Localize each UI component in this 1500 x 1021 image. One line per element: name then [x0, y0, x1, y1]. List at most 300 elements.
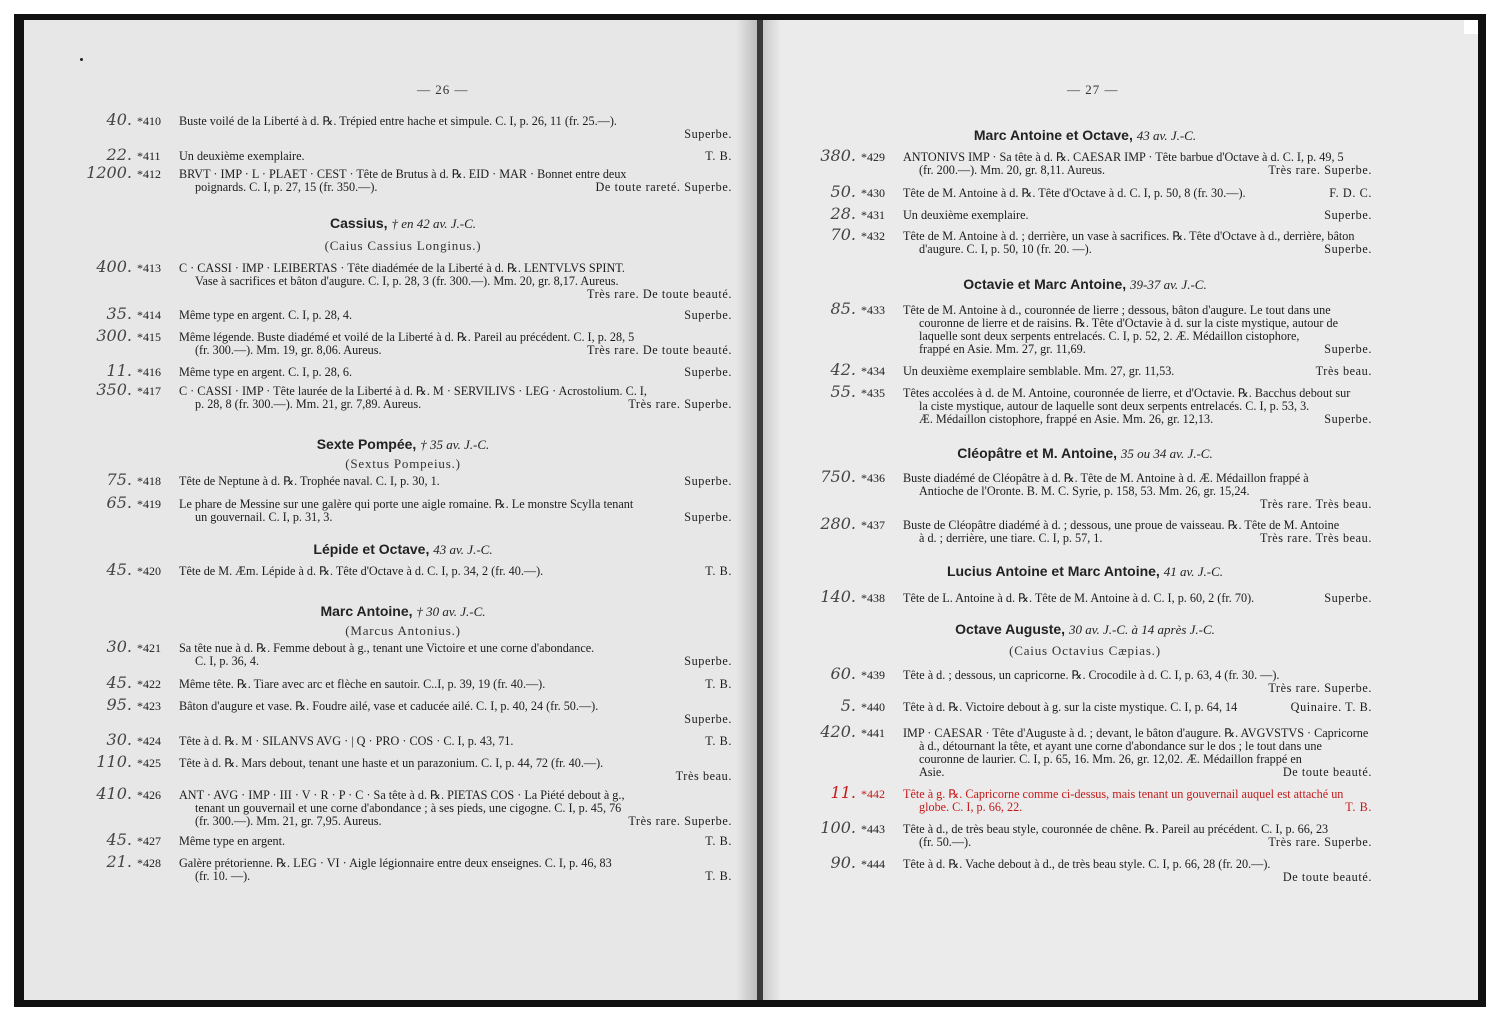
lot-entry — [74, 852, 732, 883]
description-text: Tête à d. ℞. Victoire debout à g. sur la ciste mystique. C. I, p. 64, 14 — [903, 700, 1238, 714]
right-page — [763, 20, 1478, 1000]
description-line — [179, 398, 732, 411]
lot-description — [903, 472, 1372, 511]
lot-number: *414 — [137, 308, 161, 322]
heading-title: Marc Antoine, — [320, 603, 413, 619]
grade-note: Superbe. — [1324, 208, 1372, 222]
description-text: Même type en argent. — [179, 834, 286, 848]
lot-number: *427 — [137, 834, 161, 848]
handwritten-price: 45. — [106, 560, 132, 579]
lot-entry — [74, 695, 732, 726]
description-text: Même tête. ℞. Tiare avec arc et flèche en sautoir. C..I, p. 39, 19 (fr. 40.—). — [179, 677, 546, 691]
lot-entry — [798, 722, 1372, 779]
lot-number: *435 — [861, 386, 885, 400]
description-text: ANT · AVG · IMP · III · V · R · P · C · Sa tête à d. ℞. PIETAS COS · La Piété debout à g., — [179, 788, 625, 802]
description-text: Tête de M. Æm. Lépide à d. ℞. Tête d'Octave à d. C. I, p. 34, 2 (fr. 40.—). — [179, 564, 544, 578]
description-text: Tête à g. ℞. Capricorne comme ci-dessus, mais tenant un gouvernail auquel est attaché un — [903, 787, 1344, 801]
left-page — [24, 20, 757, 1000]
description-line — [903, 209, 1372, 222]
description-text: C · CASSI · IMP · Tête laurée de la Liberté à d. ℞. M · SERVILIVS · LEG · Acrostolium. C. I, — [179, 384, 647, 398]
grade-note: Superbe. — [684, 474, 732, 488]
lot-entry — [74, 784, 732, 828]
lot-entry — [798, 818, 1372, 849]
heading-date: 30 av. J.-C. à 14 après J.-C. — [1068, 622, 1215, 637]
handwritten-price: 1200. — [86, 163, 132, 182]
grade-note: Très rare. Superbe. — [1268, 835, 1372, 849]
heading-date: † 30 av. J.-C. — [416, 604, 486, 619]
handwritten-price: 42. — [830, 360, 856, 379]
description-line — [179, 757, 732, 770]
lot-entry — [74, 752, 732, 783]
section-heading — [798, 276, 1372, 293]
heading-title: Cassius, — [329, 215, 388, 231]
heading-title: Marc Antoine et Octave, — [973, 127, 1133, 143]
handwritten-price: 11. — [830, 783, 856, 802]
lot-description — [903, 187, 1372, 200]
description-line — [179, 150, 732, 163]
grade-note: T. B. — [705, 734, 732, 748]
description-text: Antioche de l'Oronte. B. M. C. Syrie, p. 158, 53. Mm. 26, gr. 15,24. — [919, 484, 1250, 498]
lot-number: *424 — [137, 734, 161, 748]
lot-entry — [74, 470, 732, 489]
lot-description — [903, 788, 1372, 814]
description-text: Tête à d. ℞. Mars debout, tenant une haste et un parazonium. C. I, p. 44, 72 (fr. 40.—). — [179, 756, 604, 770]
description-line — [903, 532, 1372, 545]
section-heading — [798, 127, 1372, 144]
grade-note: Superbe. — [684, 510, 732, 524]
lot-description — [179, 757, 732, 783]
lot-number: *416 — [137, 365, 161, 379]
lot-entry — [798, 360, 1372, 379]
description-text: Tête de L. Antoine à d. ℞. Tête de M. Antoine à d. C. I, p. 60, 2 (fr. 70). — [903, 591, 1255, 605]
description-line — [179, 565, 732, 578]
grade-note: Très rare. Très beau. — [1259, 531, 1372, 545]
description-line — [179, 366, 732, 379]
description-text: IMP · CAESAR · Tête d'Auguste à d. ; devant, le bâton d'augure. ℞. AVGVSTVS · Capricorne — [903, 726, 1369, 740]
description-text: couronne de lierre et de raisins. ℞. Tête d'Octavie à d. sur la ciste mystique, autour de — [919, 316, 1339, 330]
lot-description — [903, 727, 1372, 779]
lot-description — [179, 498, 732, 524]
heading-title: Cléopâtre et M. Antoine, — [957, 445, 1117, 461]
grade-note: Très rare. De toute beauté. — [586, 343, 732, 357]
lot-number: *426 — [137, 788, 161, 802]
lot-entry — [74, 326, 732, 357]
grade-note: De toute beauté. — [1282, 870, 1372, 884]
lot-number: *438 — [861, 591, 885, 605]
lot-entry — [74, 673, 732, 692]
lot-entry — [798, 664, 1372, 695]
description-line — [179, 735, 732, 748]
grade-note: Superbe. — [1324, 412, 1372, 426]
description-text: Æ. Médaillon cistophore, frappé en Asie. Mm. 26, gr. 12,13. — [919, 412, 1214, 426]
lot-entry — [798, 587, 1372, 606]
lot-entry — [798, 146, 1372, 177]
section-heading — [74, 603, 732, 620]
description-text: globe. C. I, p. 66, 22. — [919, 800, 1023, 814]
section-subheading: (Marcus Antonius.) — [345, 623, 461, 638]
lot-number: *430 — [861, 186, 885, 200]
description-line — [179, 857, 732, 870]
lot-entry — [74, 361, 732, 380]
lot-description — [179, 262, 732, 301]
lot-description — [179, 565, 732, 578]
grade-note: Très rare. Très beau. — [1259, 497, 1372, 511]
grade-note: T. B. — [1345, 800, 1372, 814]
handwritten-price: 100. — [820, 818, 856, 837]
description-line — [179, 655, 732, 668]
handwritten-price: 400. — [96, 257, 132, 276]
description-text: Tête de Neptune à d. ℞. Trophée naval. C. I, p. 30, 1. — [179, 474, 440, 488]
heading-date: † 35 av. J.-C. — [420, 437, 490, 452]
description-text: couronne de laurier. C. I, p. 65, 16. Mm. 26, gr. 12,02. Æ. Médaillon frappé en — [919, 752, 1302, 766]
handwritten-price: 280. — [820, 514, 856, 533]
lot-description — [179, 789, 732, 828]
grade-note: De toute rareté. Superbe. — [595, 180, 732, 194]
description-line — [903, 592, 1372, 605]
description-text: à d. ; derrière, une tiare. C. I, p. 57, 1. — [919, 531, 1103, 545]
description-text: Galère prétorienne. ℞. LEG · VI · Aigle légionnaire entre deux enseignes. C. I, p. 46, 83 — [179, 856, 612, 870]
description-line — [179, 700, 732, 713]
description-text: (fr. 200.—). Mm. 20, gr. 8,11. Aureus. — [919, 163, 1106, 177]
handwritten-price: 90. — [830, 853, 856, 872]
lot-description — [179, 857, 732, 883]
handwritten-price: 55. — [830, 382, 856, 401]
heading-date: † en 42 av. J.-C. — [391, 216, 477, 231]
grade-note: Superbe. — [684, 127, 732, 141]
description-line — [179, 181, 732, 194]
handwritten-price: 75. — [106, 470, 132, 489]
description-line — [179, 642, 732, 655]
description-line — [179, 128, 732, 141]
grade-note: Superbe. — [684, 654, 732, 668]
section-heading — [74, 436, 732, 453]
description-line — [179, 815, 732, 828]
grade-note: Très rare. Superbe. — [1268, 163, 1372, 177]
lot-entry — [798, 853, 1372, 884]
description-text: laquelle sont deux serpents entrelacés. C. I, p. 52, 2. Æ. Médaillon cistophore, — [919, 329, 1300, 343]
lot-number: *436 — [861, 471, 885, 485]
description-line — [179, 870, 732, 883]
page-number-26: — 26 — — [417, 82, 469, 97]
lot-description — [903, 858, 1372, 884]
description-text: BRVT · IMP · L · PLAET · CEST · Tête de Brutus à d. ℞. EID · MAR · Bonnet entre deux — [179, 167, 627, 181]
lot-entry — [74, 145, 732, 164]
section-subheading: (Caius Octavius Cæpias.) — [1009, 643, 1161, 658]
description-text: Tête à d. ℞. Vache debout à d., de très beau style. C. I, p. 66, 28 (fr. 20.—). — [903, 857, 1271, 871]
description-line — [903, 365, 1372, 378]
description-text: p. 28, 8 (fr. 300.—). Mm. 21, gr. 7,89. Aureus. — [195, 397, 422, 411]
grade-note: Superbe. — [684, 308, 732, 322]
handwritten-price: 22. — [106, 145, 132, 164]
lot-number: *437 — [861, 518, 885, 532]
grade-note: Superbe. — [1324, 591, 1372, 605]
section-heading — [798, 563, 1372, 580]
lot-number: *428 — [137, 856, 161, 870]
lot-entry — [798, 696, 1372, 715]
grade-note: Très beau. — [675, 769, 732, 783]
grade-note: De toute beauté. — [1282, 765, 1372, 779]
lot-description — [179, 678, 732, 691]
lot-entry — [74, 110, 732, 141]
description-text: Buste voilé de la Liberté à d. ℞. Trépied entre hache et simpule. C. I, p. 26, 11 (fr. 25.—). — [179, 114, 617, 128]
lot-number: *440 — [861, 700, 885, 714]
handwritten-price: 110. — [96, 752, 132, 771]
section-heading — [74, 541, 732, 558]
grade-note: Très rare. Superbe. — [628, 397, 732, 411]
description-text: Têtes accolées à d. de M. Antoine, couronnée de lierre, et d'Octavie. ℞. Bacchus debout sur — [903, 386, 1351, 400]
description-line — [179, 288, 732, 301]
description-text: poignards. C. I, p. 27, 15 (fr. 350.—). — [195, 180, 378, 194]
lot-description — [903, 669, 1372, 695]
description-line — [179, 475, 732, 488]
description-line — [903, 498, 1372, 511]
description-line — [179, 115, 732, 128]
handwritten-price: 5. — [840, 696, 856, 715]
description-text: Même légende. Buste diadémé et voilé de la Liberté à d. ℞. Pareil au précédent. C. I, p. 28, 5 — [179, 330, 635, 344]
description-line — [903, 343, 1372, 356]
lot-description — [903, 365, 1372, 378]
lot-description — [179, 331, 732, 357]
handwritten-price: 35. — [106, 304, 132, 323]
gutter-shadow-right — [763, 20, 781, 1000]
grade-note: Superbe. — [684, 712, 732, 726]
heading-title: Sexte Pompée, — [316, 436, 417, 452]
description-text: tenant un gouvernail et une corne d'abondance ; à ses pieds, une cigogne. C. I, p. 45, 76 — [195, 801, 622, 815]
grade-note: Quinaire. T. B. — [1290, 700, 1372, 714]
description-text: un gouvernail. C. I, p. 31, 3. — [195, 510, 333, 524]
lot-entry — [74, 380, 732, 411]
heading-date: 43 av. J.-C. — [1136, 128, 1197, 143]
heading-title: Octavie et Marc Antoine, — [963, 276, 1127, 292]
heading-date: 43 av. J.-C. — [433, 542, 493, 557]
section-heading — [74, 215, 732, 232]
heading-date: 39-37 av. J.-C. — [1130, 277, 1207, 292]
description-text: la ciste mystique, autour de laquelle sont deux serpents entrelacés. C. I, p. 53, 3. — [919, 399, 1310, 413]
lot-entry — [798, 467, 1372, 511]
section-subheading: (Sextus Pompeius.) — [345, 456, 461, 471]
lot-entry — [798, 182, 1372, 201]
lot-number: *434 — [861, 364, 885, 378]
description-text: Sa tête nue à d. ℞. Femme debout à g., tenant une Victoire et une corne d'abondance. — [179, 641, 595, 655]
page-number-27: — 27 — — [1067, 82, 1119, 97]
lot-entry — [798, 299, 1372, 356]
description-text: Tête de M. Antoine à d. ℞. Tête d'Octave à d. C. I, p. 50, 8 (fr. 30.—). — [903, 186, 1246, 200]
catalogue-spread — [14, 14, 1486, 1007]
description-text: Buste diadémé de Cléopâtre à d. ℞. Tête de M. Antoine à d. Æ. Médaillon frappé à — [903, 471, 1309, 485]
description-text: à d., détournant la tête, et ayant une corne d'abondance sur le dos ; le tout dans une — [919, 739, 1322, 753]
lot-number: *418 — [137, 474, 161, 488]
lot-number: *421 — [137, 641, 161, 655]
lot-number: *442 — [861, 787, 885, 801]
handwritten-price: 21. — [106, 852, 132, 871]
description-line — [179, 835, 732, 848]
description-text: Asie. — [919, 765, 945, 779]
description-line — [903, 871, 1372, 884]
description-text: (fr. 300.—). Mm. 19, gr. 8,06. Aureus. — [195, 343, 382, 357]
lot-number: *439 — [861, 668, 885, 682]
lot-description — [179, 115, 732, 141]
handwritten-price: 30. — [106, 730, 132, 749]
lot-number: *431 — [861, 208, 885, 222]
handwritten-price: 60. — [830, 664, 856, 683]
heading-title: Octave Auguste, — [955, 621, 1066, 637]
handwritten-price: 750. — [820, 467, 856, 486]
description-text: (fr. 50.—). — [919, 835, 972, 849]
grade-note: Superbe. — [1324, 242, 1372, 256]
description-text: Tête à d. ℞. M · SILANVS AVG · | Q · PRO · COS · C. I, p. 43, 71. — [179, 734, 514, 748]
handwritten-price: 65. — [106, 493, 132, 512]
handwritten-price: 95. — [106, 695, 132, 714]
description-text: Buste de Cléopâtre diadémé à d. ; dessous, une proue de vaisseau. ℞. Tête de M. Antoine — [903, 518, 1340, 532]
grade-note: T. B. — [705, 834, 732, 848]
handwritten-price: 45. — [106, 673, 132, 692]
lot-number: *429 — [861, 150, 885, 164]
grade-note: T. B. — [705, 677, 732, 691]
lot-description — [903, 519, 1372, 545]
description-line — [903, 836, 1372, 849]
description-text: (fr. 10. —). — [195, 869, 251, 883]
grade-note: T. B. — [705, 149, 732, 163]
description-line — [903, 187, 1372, 200]
description-text: ANTONIVS IMP · Sa tête à d. ℞. CAESAR IMP · Tête barbue d'Octave à d. C. I, p. 49, 5 — [903, 150, 1344, 164]
description-text: C. I, p. 36, 4. — [195, 654, 259, 668]
description-line — [903, 682, 1372, 695]
lot-entry — [74, 830, 732, 849]
lot-description — [903, 387, 1372, 426]
lot-entry — [798, 225, 1372, 256]
heading-title: Lépide et Octave, — [313, 541, 430, 557]
lot-number: *420 — [137, 564, 161, 578]
lot-number: *413 — [137, 261, 161, 275]
lot-description — [179, 385, 732, 411]
heading-date: 41 av. J.-C. — [1163, 564, 1224, 579]
grade-note: Très beau. — [1315, 364, 1372, 378]
lot-number: *423 — [137, 699, 161, 713]
heading-date: 35 ou 34 av. J.-C. — [1120, 446, 1213, 461]
description-text: Le phare de Messine sur une galère qui porte une aigle romaine. ℞. Le monstre Scylla tenant — [179, 497, 634, 511]
gutter-shadow-left — [736, 20, 757, 1000]
lot-number: *412 — [137, 167, 161, 181]
grade-note: Très rare. De toute beauté. — [586, 287, 732, 301]
description-text: Un deuxième exemplaire. — [179, 149, 305, 163]
lot-description — [903, 592, 1372, 605]
lot-description — [179, 735, 732, 748]
handwritten-price: 70. — [830, 225, 856, 244]
description-text: Même type en argent. C. I, p. 28, 6. — [179, 365, 353, 379]
section-heading — [798, 621, 1372, 638]
lot-description — [179, 168, 732, 194]
lot-number: *411 — [137, 149, 161, 163]
lot-description — [179, 150, 732, 163]
description-text: d'augure. C. I, p. 50, 10 (fr. 20. —). — [919, 242, 1092, 256]
grade-note: Superbe. — [684, 365, 732, 379]
lot-description — [179, 642, 732, 668]
grade-note: Superbe. — [1324, 342, 1372, 356]
lot-description — [903, 230, 1372, 256]
handwritten-price: 85. — [830, 299, 856, 318]
handwritten-price: 300. — [96, 326, 132, 345]
handwritten-price: 30. — [106, 637, 132, 656]
handwritten-price: 45. — [106, 830, 132, 849]
lot-description — [903, 701, 1372, 714]
description-text: Même type en argent. C. I, p. 28, 4. — [179, 308, 353, 322]
lot-entry — [798, 382, 1372, 426]
lot-number: *425 — [137, 756, 161, 770]
lot-description — [903, 209, 1372, 222]
description-line — [903, 243, 1372, 256]
lot-description — [179, 835, 732, 848]
handwritten-price: 380. — [820, 146, 856, 165]
lot-entry — [798, 783, 1372, 814]
description-text: C · CASSI · IMP · LEIBERTAS · Tête diadémée de la Liberté à d. ℞. LENTVLVS SPINT. — [179, 261, 625, 275]
handwritten-price: 11. — [106, 361, 132, 380]
handwritten-price: 50. — [830, 182, 856, 201]
description-text: Bâton d'augure et vase. ℞. Foudre ailé, vase et caducée ailé. C. I, p. 40, 24 (fr. 50.—). — [179, 699, 599, 713]
heading-title: Lucius Antoine et Marc Antoine, — [946, 563, 1160, 579]
lot-description — [179, 475, 732, 488]
lot-entry — [74, 493, 732, 524]
speck — [80, 58, 83, 61]
grade-note: F. D. C. — [1329, 186, 1372, 200]
description-line — [903, 766, 1372, 779]
description-text: Tête de M. Antoine à d., couronnée de lierre ; dessous, bâton d'augure. Le tout dans une — [903, 303, 1331, 317]
description-line — [179, 713, 732, 726]
lot-number: *410 — [137, 114, 161, 128]
grade-note: Très rare. Superbe. — [1268, 681, 1372, 695]
lot-entry — [798, 514, 1372, 545]
description-text: (fr. 300.—). Mm. 21, gr. 7,95. Aureus. — [195, 814, 382, 828]
lot-entry — [74, 257, 732, 301]
lot-number: *415 — [137, 330, 161, 344]
handwritten-price: 140. — [820, 587, 856, 606]
handwritten-price: 28. — [830, 204, 856, 223]
lot-number: *417 — [137, 384, 161, 398]
handwritten-price: 420. — [820, 722, 856, 741]
lot-entry — [74, 730, 732, 749]
description-text: Un deuxième exemplaire semblable. Mm. 27, gr. 11,53. — [903, 364, 1175, 378]
description-line — [179, 309, 732, 322]
section-heading — [798, 445, 1372, 462]
description-text: Tête de M. Antoine à d. ; derrière, un vase à sacrifices. ℞. Tête d'Octave à d., derrière, bâton — [903, 229, 1355, 243]
lot-number: *443 — [861, 822, 885, 836]
lot-number: *444 — [861, 857, 885, 871]
lot-entry — [74, 637, 732, 668]
page-corner — [1464, 20, 1478, 34]
description-text: Un deuxième exemplaire. — [903, 208, 1029, 222]
description-text: Tête à d., de très beau style, couronnée de chêne. ℞. Pareil au précédent. C. I, p. 66, 23 — [903, 822, 1329, 836]
lot-description — [903, 304, 1372, 356]
lot-entry — [798, 204, 1372, 223]
description-line — [179, 511, 732, 524]
handwritten-price: 40. — [106, 110, 132, 129]
lot-number: *419 — [137, 497, 161, 511]
lot-description — [903, 151, 1372, 177]
lot-entry — [74, 304, 732, 323]
description-line — [903, 701, 1372, 714]
lot-number: *422 — [137, 677, 161, 691]
grade-note: T. B. — [705, 869, 732, 883]
description-line — [903, 164, 1372, 177]
description-text: Vase à sacrifices et bâton d'augure. C. I, p. 28, 3 (fr. 300.—). Mm. 20, gr. 8,17. Aureus. — [195, 274, 619, 288]
description-line — [179, 678, 732, 691]
lot-description — [903, 823, 1372, 849]
lot-description — [179, 309, 732, 322]
grade-note: Très rare. Superbe. — [628, 814, 732, 828]
lot-number: *441 — [861, 726, 885, 740]
handwritten-price: 410. — [96, 784, 132, 803]
handwritten-price: 350. — [96, 380, 132, 399]
lot-description — [179, 366, 732, 379]
